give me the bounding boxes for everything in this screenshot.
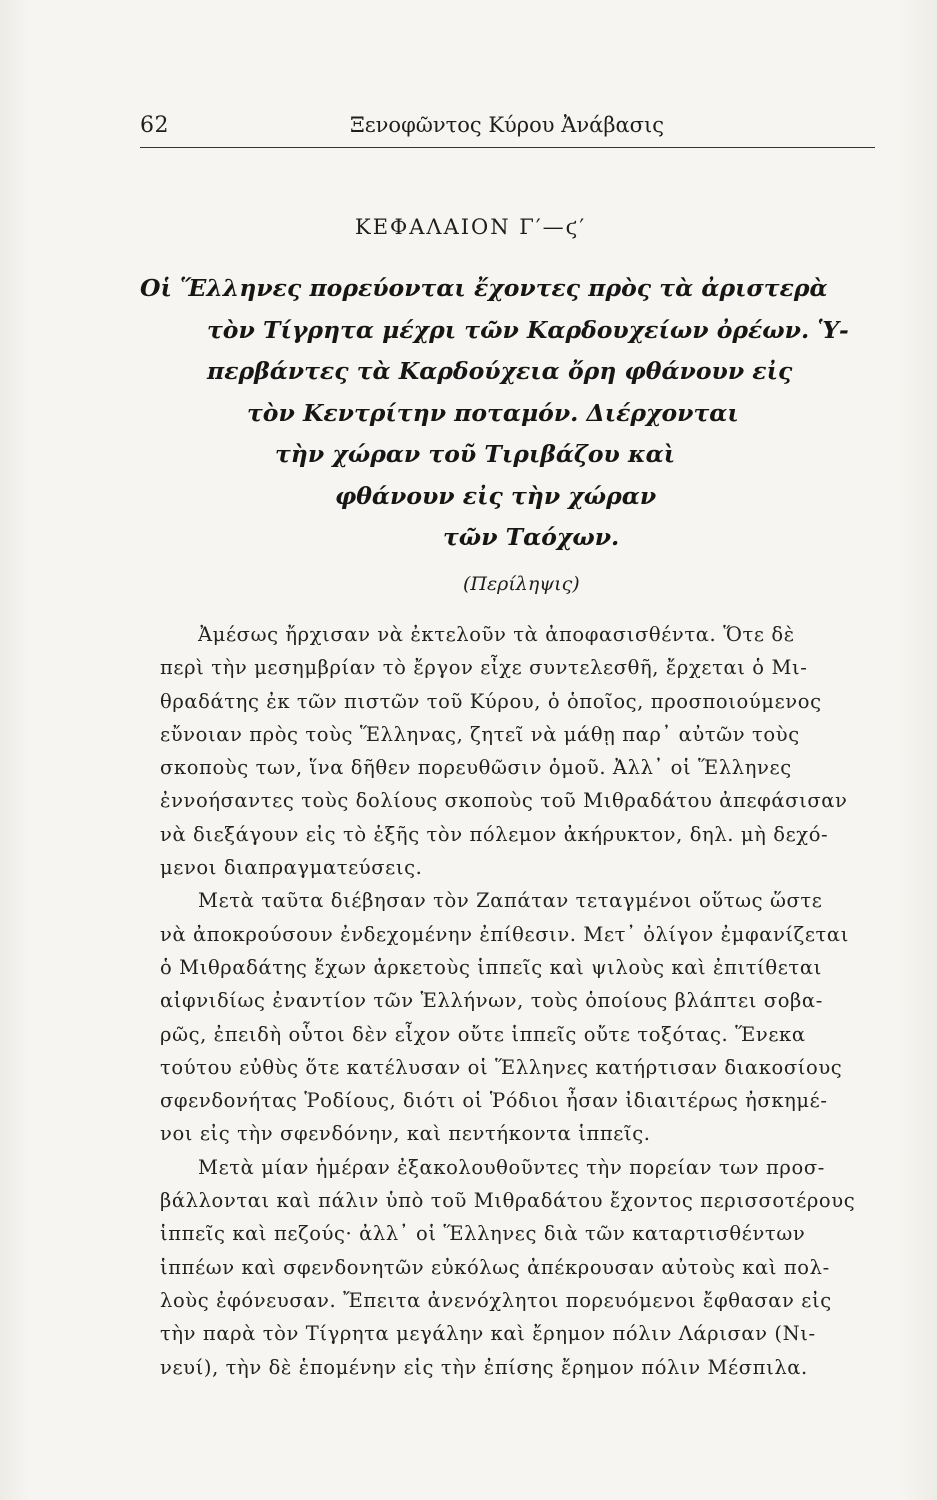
text-line: νὰ ἀποκρούσουν ἐνδεχομένην ἐπίθεσιν. Μετ᾽ ὀλίγον ἐμφανίζεται xyxy=(160,922,849,946)
page-number: 62 xyxy=(140,113,169,138)
summary-line: φθάνουν εἰς τὴν χώραν xyxy=(335,481,657,510)
text-line: εὔνοιαν πρὸς τοὺς Ἕλληνας, ζητεῖ νὰ μάθῃ παρ᾽ αὐτῶν τοὺς xyxy=(160,722,800,746)
text-line: τούτου εὐθὺς ὅτε κατέλυσαν οἱ Ἕλληνες κατήρτισαν διακοσίους xyxy=(160,1055,843,1079)
summary-line: Οἱ Ἕλληνες πορεύονται ἔχοντες πρὸς τὰ ἀριστερὰ xyxy=(140,274,828,302)
chapter-summary xyxy=(140,268,880,559)
text-line: Μετὰ μίαν ἡμέραν ἐξακολουθοῦντες τὴν πορείαν των προσ- xyxy=(198,1155,825,1179)
text-line: ρῶς, ἐπειδὴ οὗτοι δὲν εἶχον οὔτε ἱππεῖς οὔτε τοξότας. Ἕνεκα xyxy=(160,1022,806,1046)
text-line: ἐννοήσαντες τοὺς δολίους σκοποὺς τοῦ Μιθραδάτου ἀπεφάσισαν xyxy=(160,789,848,813)
text-line: σκοποὺς των, ἵνα δῆθεν πορευθῶσιν ὁμοῦ. Ἀλλ᾽ οἱ Ἕλληνες xyxy=(160,756,792,780)
summary-line: τὸν Κεντρίτην ποταμόν. Διέρχονται xyxy=(247,398,739,427)
text-line: Μετὰ ταῦτα διέβησαν τὸν Ζαπάταν τεταγμένοι οὕτως ὥστε xyxy=(198,889,823,913)
text-line: νοι εἰς τὴν σφενδόνην, καὶ πεντήκοντα ἱππεῖς. xyxy=(160,1122,651,1146)
summary-line: τὴν χώραν τοῦ Τιριβάζου καὶ xyxy=(275,440,676,468)
chapter-heading: ΚΕΦΑΛΑΙΟΝ Γ′—ϛ′ xyxy=(355,215,587,239)
text-line: ὁ Μιθραδάτης ἔχων ἀρκετοὺς ἱππεῖς καὶ ψιλοὺς καὶ ἐπιτίθεται xyxy=(160,955,822,979)
summary-line: περβάντες τὰ Καρδούχεια ὄρη φθάνουν εἰς xyxy=(207,357,793,385)
text-line: σφενδονήτας Ῥοδίους, διότι οἱ Ῥόδιοι ἦσαν ἰδιαιτέρως ἠσκημέ- xyxy=(160,1089,828,1113)
text-line: βάλλονται καὶ πάλιν ὑπὸ τοῦ Μιθραδάτου ἔχοντος περισσοτέρους xyxy=(160,1189,856,1213)
summary-line: τῶν Ταόχων. xyxy=(443,523,620,551)
text-line: θραδάτης ἐκ τῶν πιστῶν τοῦ Κύρου, ὁ ὁποῖος, προσποιούμενος xyxy=(160,689,822,713)
text-line: περὶ τὴν μεσημβρίαν τὸ ἔργον εἶχε συντελεσθῆ, ἔρχεται ὁ Μι- xyxy=(160,656,808,680)
text-line: ἱππέων καὶ σφενδονητῶν εὐκόλως ἀπέκρουσαν αὐτοὺς καὶ πολ- xyxy=(160,1255,830,1279)
text-line: λοὺς ἐφόνευσαν. Ἔπειτα ἀνενόχλητοι πορευόμενοι ἔφθασαν εἰς xyxy=(160,1288,832,1312)
text-line: Ἀμέσως ἤρχισαν νὰ ἐκτελοῦν τὰ ἀποφασισθέντα. Ὅτε δὲ xyxy=(198,623,795,646)
text-line: ἱππεῖς καὶ πεζούς· ἀλλ᾽ οἱ Ἕλληνες διὰ τῶν καταρτισθέντων xyxy=(160,1222,806,1246)
summary-line: τὸν Τίγρητα μέχρι τῶν Καρδουχείων ὀρέων. Ὑ- xyxy=(207,315,849,344)
text-line: τὴν παρὰ τὸν Τίγρητα μεγάλην καὶ ἔρημον πόλιν Λάρισαν (Νι- xyxy=(160,1322,816,1346)
body-text xyxy=(160,618,895,1384)
summary-label: (Περίληψις) xyxy=(463,573,580,595)
text-line: αἰφνιδίως ἐναντίον τῶν Ἑλλήνων, τοὺς ὁποίους βλάπτει σοβα- xyxy=(160,989,823,1013)
text-line: νὰ διεξάγουν εἰς τὸ ἑξῆς τὸν πόλεμον ἀκήρυκτον, δηλ. μὴ δεχό- xyxy=(160,822,829,846)
text-line: μενοι διαπραγματεύσεις. xyxy=(160,856,423,880)
text-line: νευί), τὴν δὲ ἑπομένην εἰς τὴν ἐπίσης ἔρημον πόλιν Μέσπιλα. xyxy=(160,1355,808,1379)
running-title: Ξενοφῶντος Κύρου Ἀνάβασις xyxy=(350,113,665,137)
page-header xyxy=(140,105,875,148)
